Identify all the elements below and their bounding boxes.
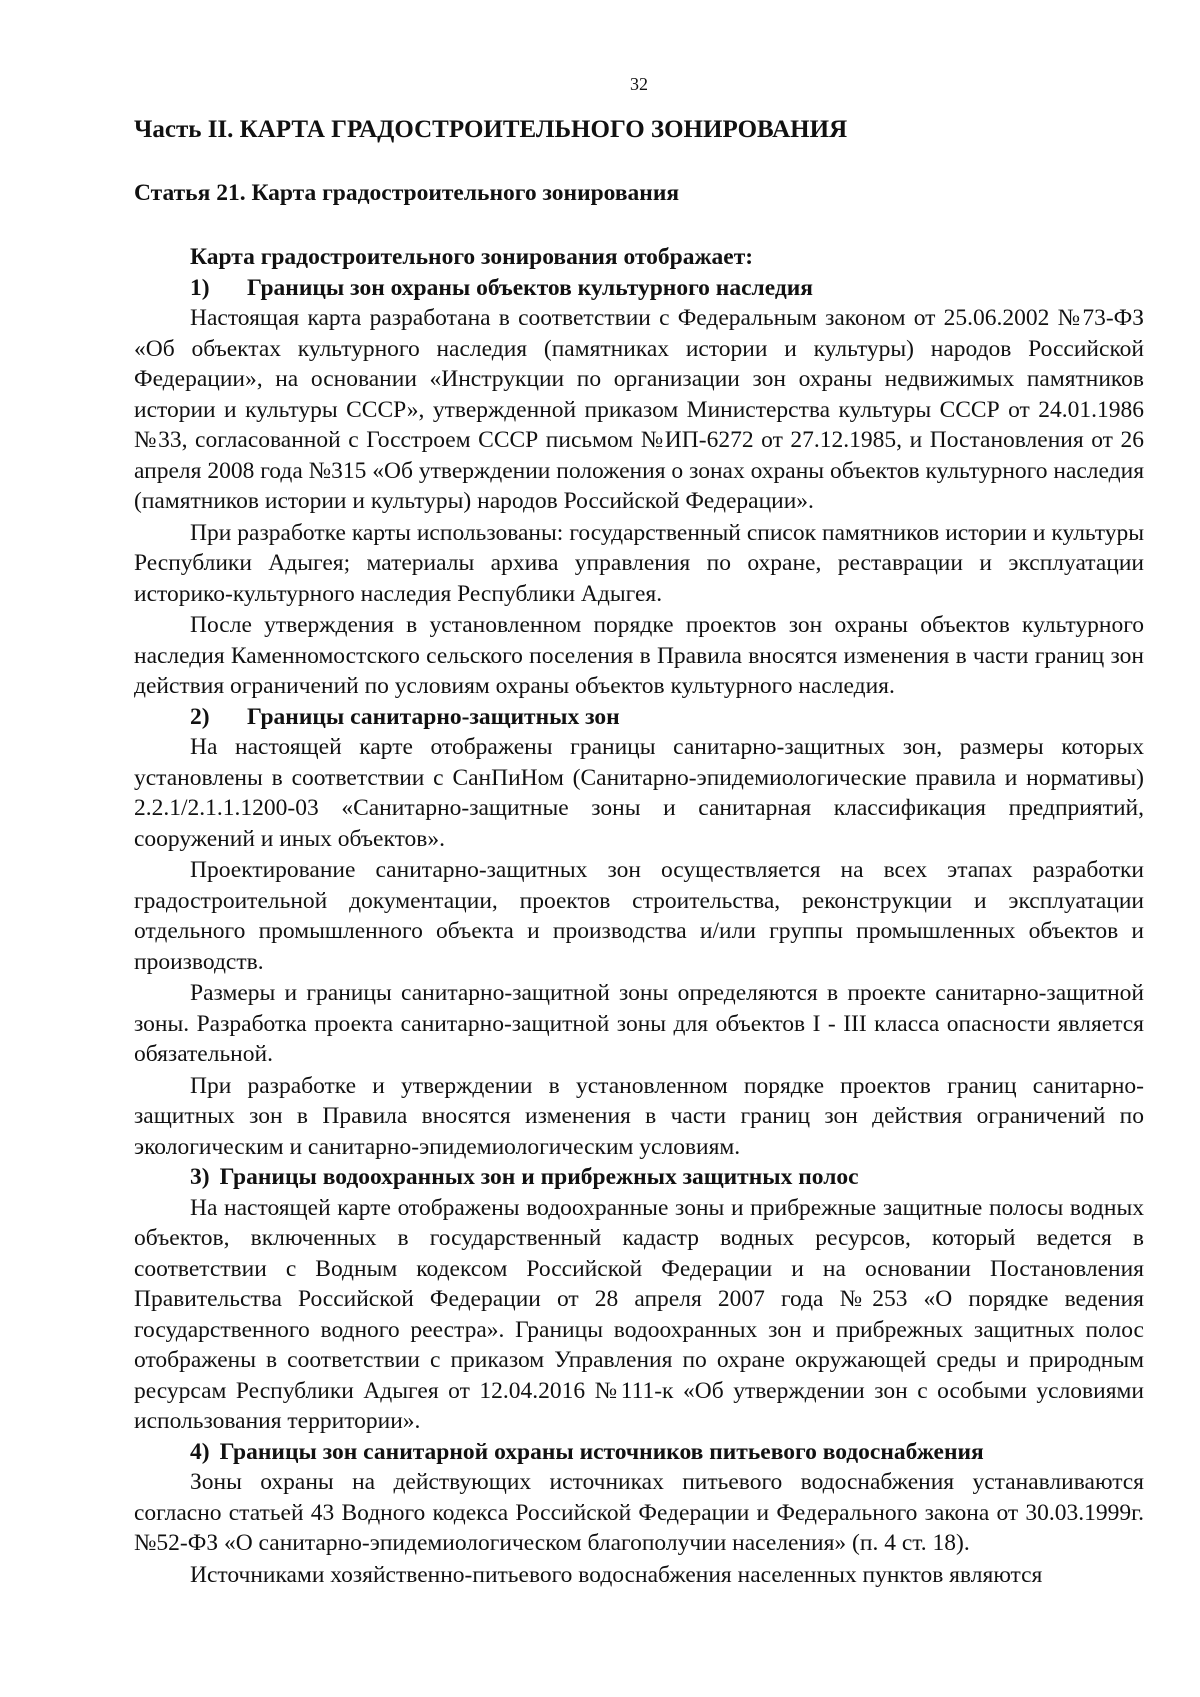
section-number: 3) — [190, 1164, 210, 1190]
section-number: 1) — [190, 274, 210, 301]
paragraph: Настоящая карта разработана в соответствии с Федеральным законом от 25.06.2002 №73-ФЗ «Об объектах культурного наследия (памятниках истории и культуры) народов Российской Федерации», на основании «Инструкции по организации зон охраны недвижимых памятников истории и культуры СССР», утвержденной приказом Министерства культуры СССР от 24.01.1986 №33, согласованной с Госстроем СССР письмом №ИП-6272 от 27.12.1985, и Постановления от 26 апреля 2008 года №315 «Об утверждении положения о зонах охраны объектов культурного наследия (памятников истории и культуры) народов Российской Федерации». — [134, 305, 1144, 514]
article-title: Статья 21. Карта градостроительного зонирования — [134, 180, 680, 206]
paragraph: На настоящей карте отображены водоохранные зоны и прибрежные защитные полосы водных объектов, включенных в государственный кадастр водных ресурсов, который ведется в соответствии с Водным кодексом Российской Федерации и на основании Постановления Правительства Российской Федерации от 28 апреля 2007 года №253 «О порядке ведения государственного водного реестра». Границы водоохранных зон и прибрежных защитных полос отображены в соответствии с приказом Управления по охране окружающей среды и природным ресурсам Республики Адыгея от 12.04.2016 №111-к «Об утверждении зон с особыми условиями использования территории». — [134, 1194, 1144, 1434]
section-title: Границы зон охраны объектов культурного наследия — [247, 274, 813, 301]
section-heading-2 — [134, 702, 1144, 733]
section-number: 4) — [190, 1438, 210, 1465]
section-heading-3 — [134, 1162, 1144, 1193]
section-title: Границы санитарно-защитных зон — [247, 703, 620, 730]
paragraph: Источниками хозяйственно-питьевого водоснабжения населенных пунктов являются — [190, 1561, 1043, 1588]
section-number: 2) — [190, 703, 210, 730]
paragraph: На настоящей карте отображены границы санитарно-защитных зон, размеры которых установлены в соответствии с СанПиНом (Санитарно-эпидемиологические правила и нормативы) 2.2.1/2.1.1.1200-03 «Санитарно-защитные зоны и санитарная классификация предприятий, сооружений и иных объектов». — [134, 734, 1144, 852]
intro-text: Карта градостроительного зонирования отображает: — [190, 244, 754, 270]
paragraph: Проектирование санитарно-защитных зон осуществляется на всех этапах разработки градостроительной документации, проектов строительства, реконструкции и эксплуатации отдельного промышленного объекта и производства и/или группы промышленных объектов и производств. — [134, 857, 1144, 975]
part-title: Часть II. КАРТА ГРАДОСТРОИТЕЛЬНОГО ЗОНИРОВАНИЯ — [134, 116, 848, 143]
paragraph: Размеры и границы санитарно-защитной зоны определяются в проекте санитарно-защитной зоны. Разработка проекта санитарно-защитной зоны для объектов I - III класса опасности является обязательной. — [134, 980, 1144, 1067]
section-title: Границы водоохранных зон и прибрежных защитных полос — [219, 1164, 859, 1190]
section-heading-4 — [134, 1437, 1144, 1468]
paragraph: При разработке карты использованы: государственный список памятников истории и культуры Республики Адыгея; материалы архива управления по охране, реставрации и эксплуатации историко-культурного наследия Республики Адыгея. — [134, 519, 1144, 607]
paragraph: Зоны охраны на действующих источниках питьевого водоснабжения устанавливаются согласно статьей 43 Водного кодекса Российской Федерации и Федерального закона от 30.03.1999г. №52-ФЗ «О санитарно-эпидемиологическом благополучии населения» (п. 4 ст. 18). — [134, 1469, 1144, 1556]
section-heading-1 — [134, 273, 1144, 304]
section-title: Границы зон санитарной охраны источников питьевого водоснабжения — [219, 1438, 984, 1465]
paragraph: После утверждения в установленном порядке проектов зон охраны объектов культурного наследия Каменномостского сельского поселения в Правила вносятся изменения в части границ зон действия ограничений по условиям охраны объектов культурного наследия. — [134, 612, 1144, 699]
page-number: 32 — [630, 74, 648, 94]
paragraph: При разработке и утверждении в установленном порядке проектов границ санитарно-защитных зон в Правила вносятся изменения в части границ зон действия ограничений по экологическим и санитарно-эпидемиологическим условиям. — [134, 1072, 1144, 1160]
